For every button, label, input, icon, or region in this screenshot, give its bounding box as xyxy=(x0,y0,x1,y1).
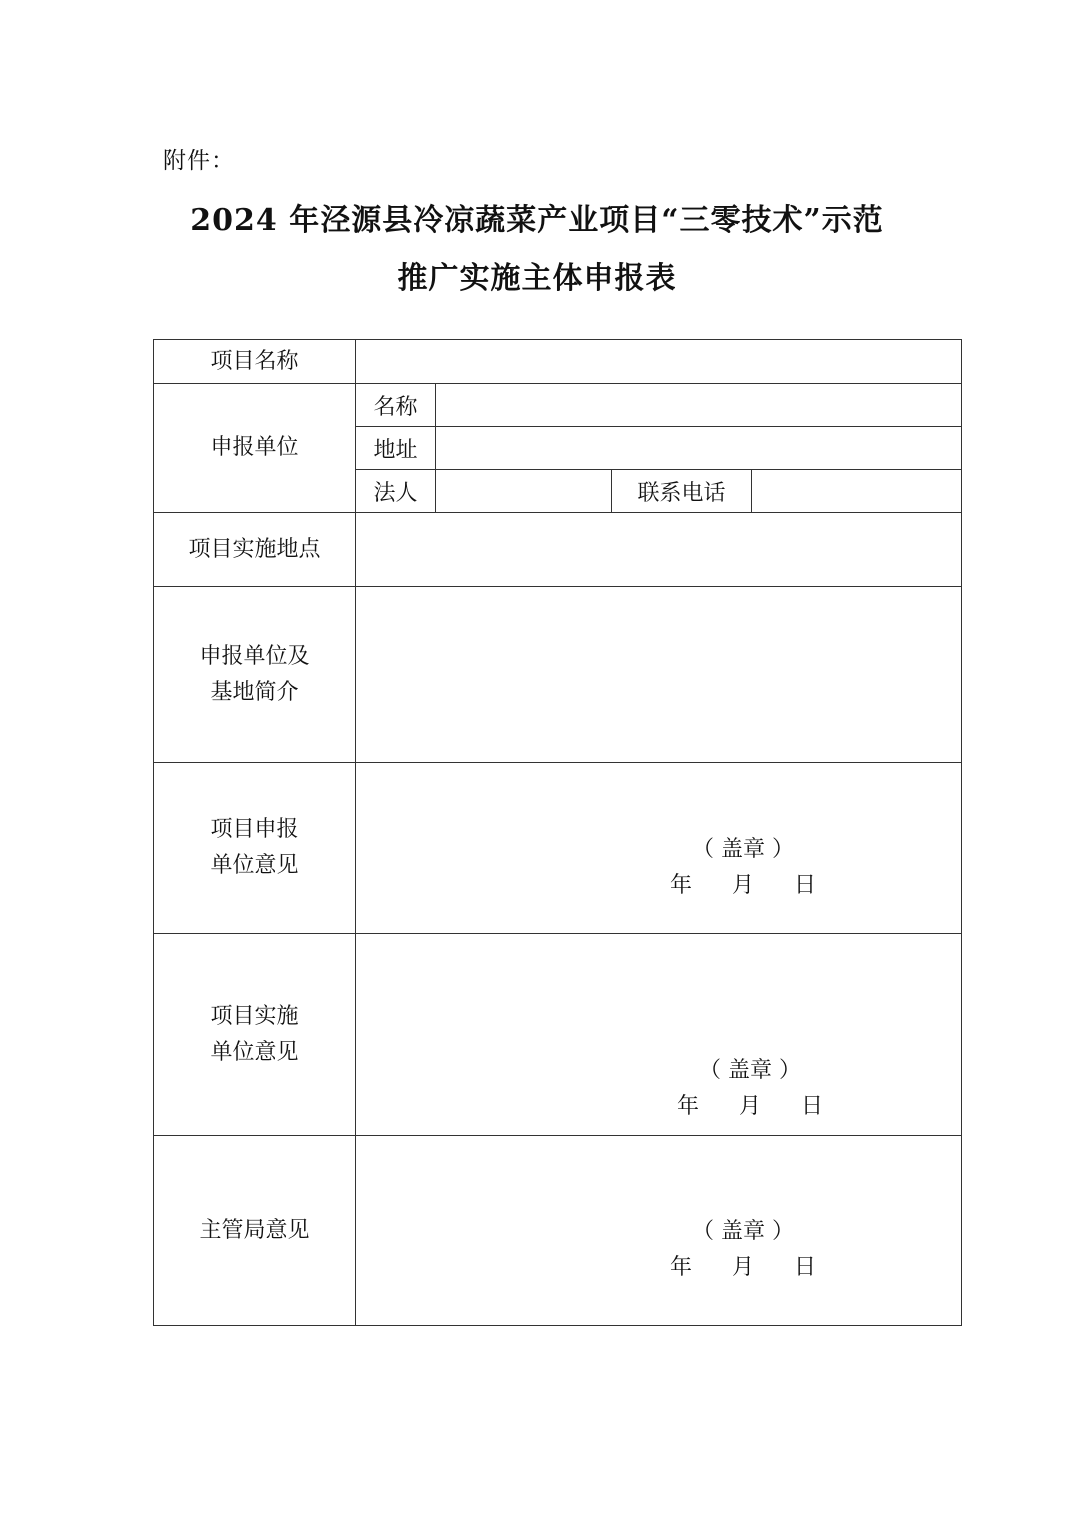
intro-label-line-1: 申报单位及 xyxy=(199,643,310,669)
row-authority-opinion xyxy=(154,1136,962,1326)
implementer-opinion-label-line-2: 单位意见 xyxy=(210,1039,299,1065)
authority-stamp-text: （ 盖章 ） xyxy=(692,1219,795,1244)
document-title-line-2: 推广实施主体申报表 xyxy=(397,261,677,296)
location-field[interactable] xyxy=(356,513,962,587)
row-intro xyxy=(154,587,962,763)
applicant-label: 申报单位 xyxy=(154,384,356,513)
implementer-seal-block xyxy=(677,1053,823,1125)
authority-opinion-field[interactable] xyxy=(356,1136,962,1326)
applicant-opinion-label-line-2: 单位意见 xyxy=(210,853,299,878)
implementer-year-label: 年 xyxy=(677,1094,700,1119)
applicant-stamp-text: （ 盖章 ） xyxy=(692,837,795,862)
authority-seal-block xyxy=(670,1214,816,1286)
implementer-opinion-label xyxy=(154,934,356,1136)
project-name-label: 项目名称 xyxy=(154,340,356,384)
implementer-month-label: 月 xyxy=(739,1094,762,1119)
authority-month-label: 月 xyxy=(732,1255,755,1280)
applicant-opinion-field[interactable] xyxy=(356,763,962,934)
authority-day-label: 日 xyxy=(794,1255,817,1280)
location-label: 项目实施地点 xyxy=(154,513,356,587)
row-applicant-opinion xyxy=(154,763,962,934)
implementer-day-label: 日 xyxy=(801,1094,824,1119)
contact-phone-field[interactable] xyxy=(752,470,962,513)
applicant-address-field[interactable] xyxy=(436,427,962,470)
implementer-opinion-label-line-1: 项目实施 xyxy=(210,1003,299,1029)
applicant-opinion-label xyxy=(154,763,356,934)
authority-date-line xyxy=(670,1250,816,1286)
project-name-field[interactable] xyxy=(356,340,962,384)
legal-person-label: 法人 xyxy=(356,470,436,513)
intro-label-line-2: 基地简介 xyxy=(210,679,299,705)
applicant-address-label: 地址 xyxy=(356,427,436,470)
implementer-date-line xyxy=(677,1089,823,1125)
authority-opinion-label: 主管局意见 xyxy=(154,1136,356,1326)
row-location xyxy=(154,513,962,587)
applicant-name-field[interactable] xyxy=(436,384,962,427)
intro-field[interactable] xyxy=(356,587,962,763)
row-project-name xyxy=(154,340,962,384)
authority-year-label: 年 xyxy=(670,1255,693,1280)
contact-phone-label: 联系电话 xyxy=(612,470,752,513)
attachment-label: 附件： xyxy=(163,148,235,174)
applicant-name-label: 名称 xyxy=(356,384,436,427)
application-form-table xyxy=(153,339,962,1326)
applicant-day-label: 日 xyxy=(794,873,817,898)
document-title-line-1: 2024 年泾源县冷凉蔬菜产业项目“三零技术”示范 xyxy=(190,203,884,238)
applicant-month-label: 月 xyxy=(732,873,755,898)
applicant-date-line xyxy=(670,868,816,904)
implementer-opinion-field[interactable] xyxy=(356,934,962,1136)
applicant-seal-block xyxy=(670,832,816,904)
applicant-opinion-label-line-1: 项目申报 xyxy=(210,817,299,842)
intro-label xyxy=(154,587,356,763)
row-implementer-opinion xyxy=(154,934,962,1136)
applicant-year-label: 年 xyxy=(670,873,693,898)
legal-person-field[interactable] xyxy=(436,470,612,513)
implementer-stamp-text: （ 盖章 ） xyxy=(699,1058,802,1083)
row-applicant-name xyxy=(154,384,962,427)
